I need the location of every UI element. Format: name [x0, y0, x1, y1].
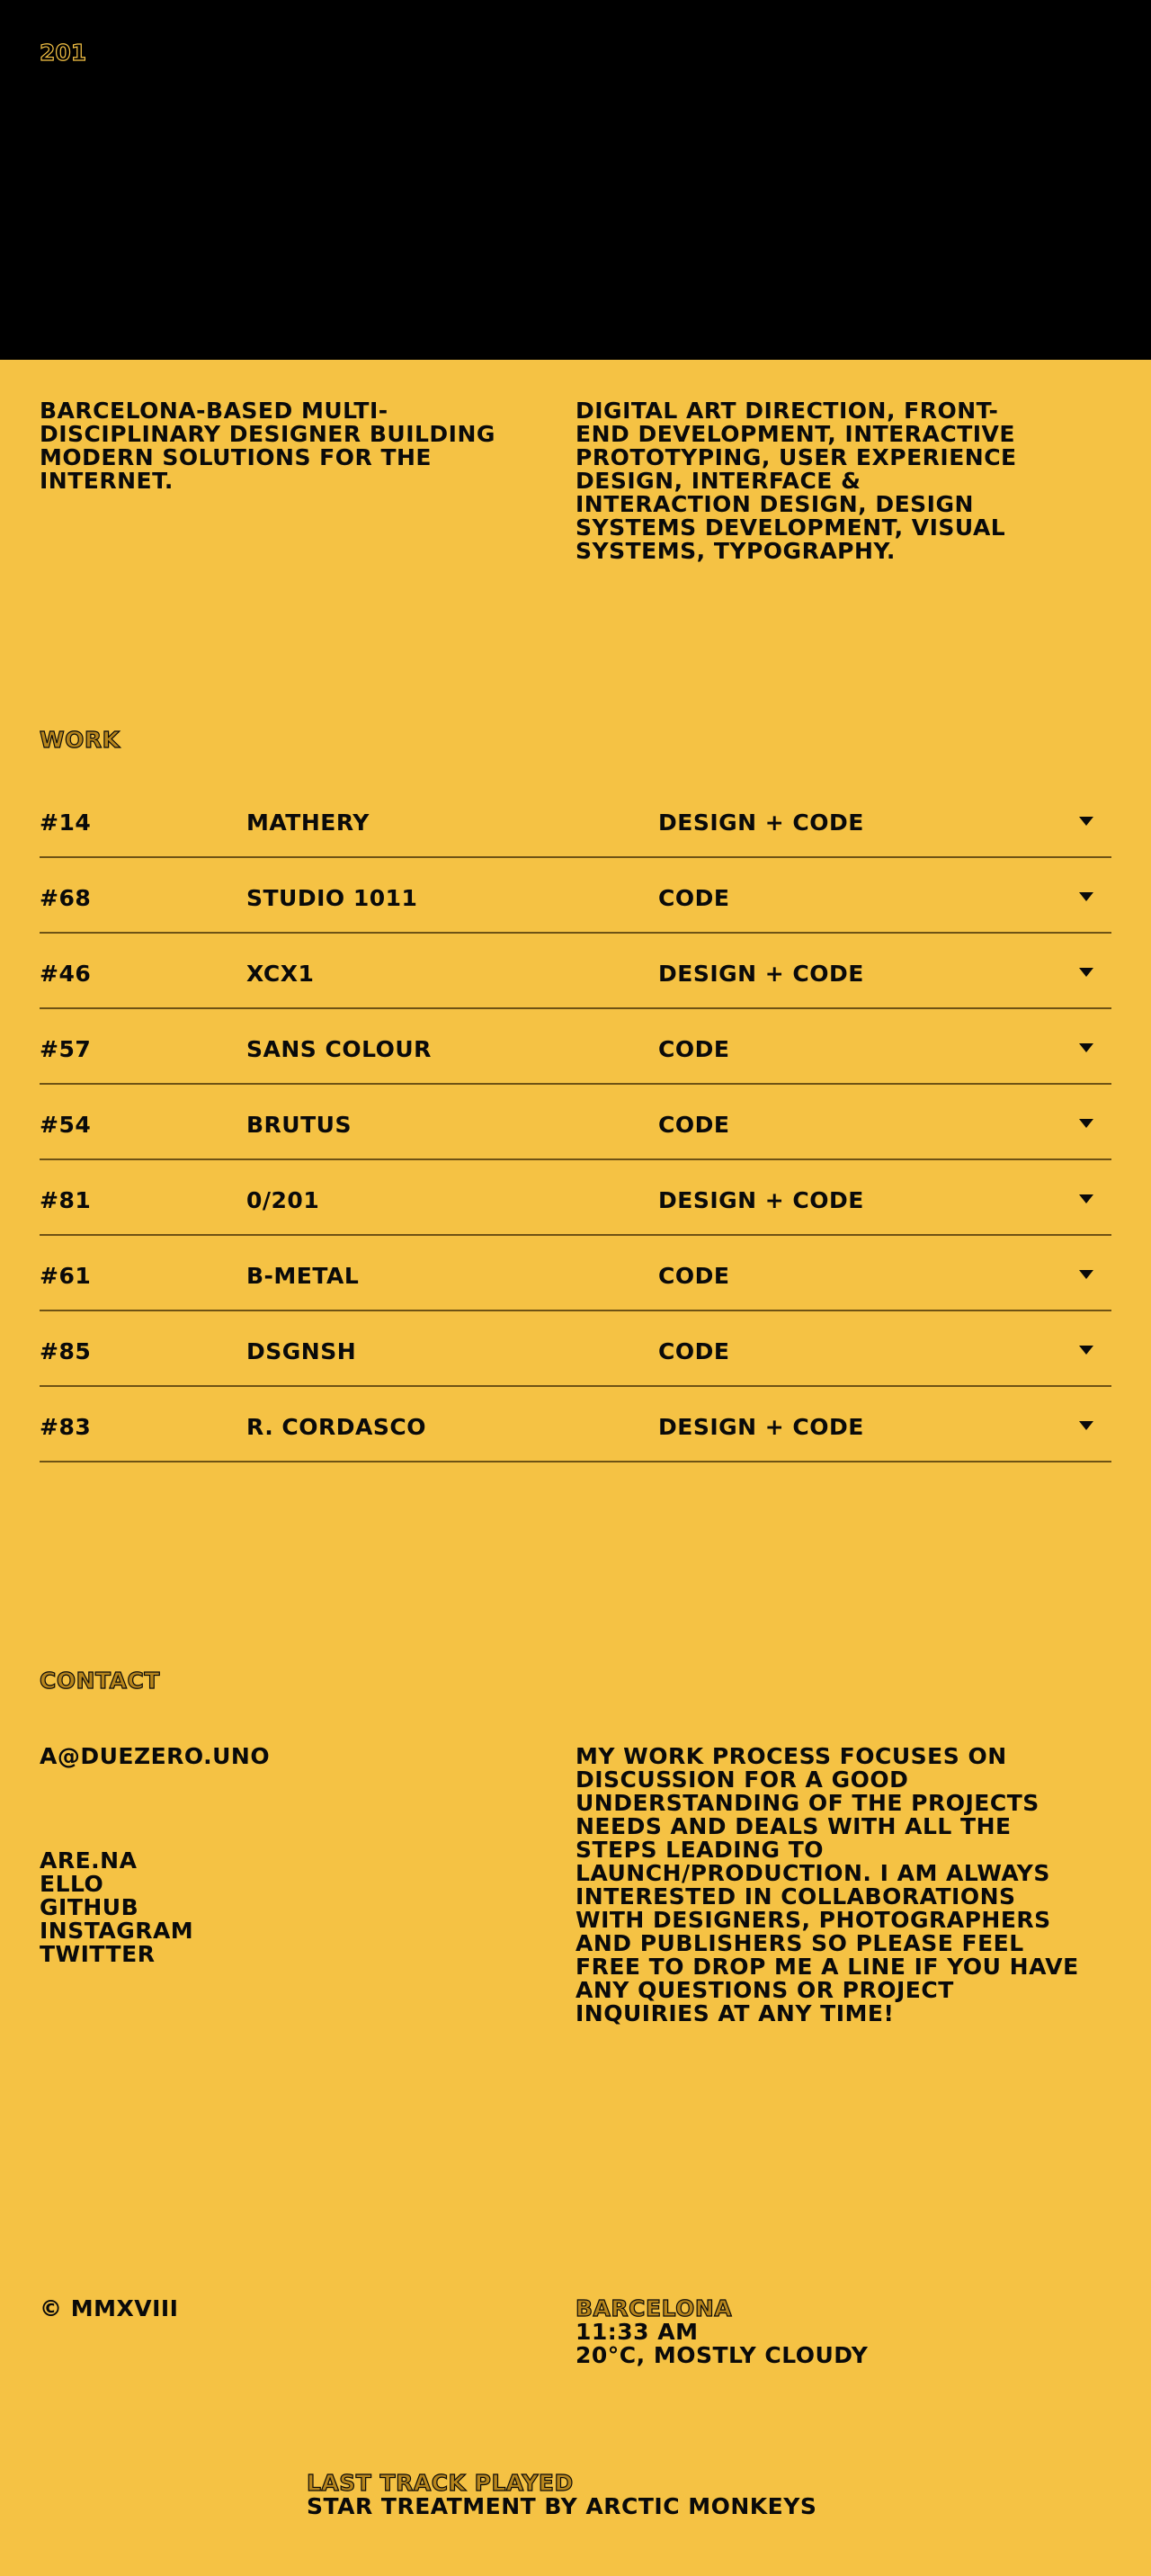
work-row[interactable]	[40, 1009, 1111, 1085]
project-type: CODE	[658, 1338, 730, 1364]
work-row[interactable]	[40, 1311, 1111, 1387]
project-type: DESIGN + CODE	[658, 961, 864, 987]
weather: 20°C, MOSTLY CLOUDY	[576, 2342, 869, 2368]
project-name: DSGNSH	[246, 1338, 357, 1364]
project-name: STUDIO 1011	[246, 885, 418, 911]
chevron-down-icon[interactable]	[1079, 1119, 1093, 1128]
link-instagram[interactable]: INSTAGRAM	[40, 1918, 194, 1944]
work-row[interactable]	[40, 858, 1111, 934]
chevron-down-icon[interactable]	[1079, 817, 1093, 826]
chevron-down-icon[interactable]	[1079, 1421, 1093, 1430]
project-name: BRUTUS	[246, 1112, 352, 1138]
link-arena[interactable]: ARE.NA	[40, 1847, 138, 1874]
link-ello[interactable]: ELLO	[40, 1871, 104, 1897]
work-row[interactable]	[40, 934, 1111, 1009]
intro-bio: BARCELONA-BASED MULTI-DISCIPLINARY DESIGNER BUILDING MODERN SOLUTIONS FOR THE INTERNET.	[40, 398, 495, 494]
project-name: 0/201	[246, 1187, 320, 1213]
project-number: #14	[40, 809, 92, 836]
track-label: LAST TRACK PLAYED	[307, 2470, 574, 2496]
work-row[interactable]	[40, 1160, 1111, 1236]
project-number: #61	[40, 1263, 92, 1289]
social-links	[40, 1849, 193, 1966]
project-name: MATHERY	[246, 809, 370, 836]
chevron-down-icon[interactable]	[1079, 1346, 1093, 1355]
link-twitter[interactable]: TWITTER	[40, 1941, 156, 1967]
project-type: CODE	[658, 885, 730, 911]
work-heading: WORK	[40, 727, 120, 753]
track-title: STAR TREATMENT BY ARCTIC MONKEYS	[307, 2493, 817, 2519]
project-name: B-METAL	[246, 1263, 360, 1289]
work-row[interactable]	[40, 1236, 1111, 1311]
contact-text: MY WORK PROCESS FOCUSES ON DISCUSSION FOR A GOOD UNDERSTANDING OF THE PROJECTS NEEDS AND DEALS WITH ALL THE STEPS LEADING TO LAUNCH/PRODUCTION. I AM ALWAYS INTERESTED IN COLLABORATIONS WITH DESIGNERS, PHOTOGRAPHERS AND PUBLISHERS SO PLEASE FEEL FREE TO DROP ME A LINE IF YOU HAVE ANY QUESTIONS OR PROJECT INQUIRIES AT ANY TIME!	[576, 1743, 1079, 2026]
project-number: #81	[40, 1187, 92, 1213]
work-row[interactable]	[40, 1085, 1111, 1160]
chevron-down-icon[interactable]	[1079, 892, 1093, 901]
intro-services: DIGITAL ART DIRECTION, FRONT-END DEVELOPMENT, INTERACTIVE PROTOTYPING, USER EXPERIENCE DESIGN, INTERFACE & INTERACTION DESIGN, DESIGN SYSTEMS DEVELOPMENT, VISUAL SYSTEMS, TYPOGRAPHY.	[576, 398, 1017, 564]
logo[interactable]: 201	[40, 40, 87, 66]
location-info	[576, 2297, 868, 2367]
hero-banner	[0, 0, 1151, 360]
project-type: DESIGN + CODE	[658, 809, 864, 836]
work-row[interactable]	[40, 783, 1111, 858]
work-row[interactable]	[40, 1387, 1111, 1462]
chevron-down-icon[interactable]	[1079, 1043, 1093, 1052]
chevron-down-icon[interactable]	[1079, 1270, 1093, 1279]
project-number: #57	[40, 1036, 92, 1062]
project-name: SANS COLOUR	[246, 1036, 432, 1062]
local-time: 11:33 AM	[576, 2319, 699, 2345]
copyright: © MMXVIII	[40, 2295, 179, 2321]
project-number: #68	[40, 885, 92, 911]
chevron-down-icon[interactable]	[1079, 1194, 1093, 1203]
city: BARCELONA	[576, 2295, 733, 2321]
project-type: CODE	[658, 1036, 730, 1062]
project-number: #83	[40, 1414, 92, 1440]
link-github[interactable]: GITHUB	[40, 1894, 139, 1920]
project-type: DESIGN + CODE	[658, 1414, 864, 1440]
project-type: CODE	[658, 1263, 730, 1289]
project-number: #54	[40, 1112, 92, 1138]
project-name: R. CORDASCO	[246, 1414, 426, 1440]
project-type: DESIGN + CODE	[658, 1187, 864, 1213]
email-link[interactable]: A@DUEZERO.UNO	[40, 1743, 271, 1769]
project-number: #85	[40, 1338, 92, 1364]
project-number: #46	[40, 961, 92, 987]
chevron-down-icon[interactable]	[1079, 968, 1093, 977]
project-type: CODE	[658, 1112, 730, 1138]
last-track	[307, 2472, 816, 2518]
project-name: XCX1	[246, 961, 315, 987]
contact-heading: CONTACT	[40, 1668, 160, 1694]
